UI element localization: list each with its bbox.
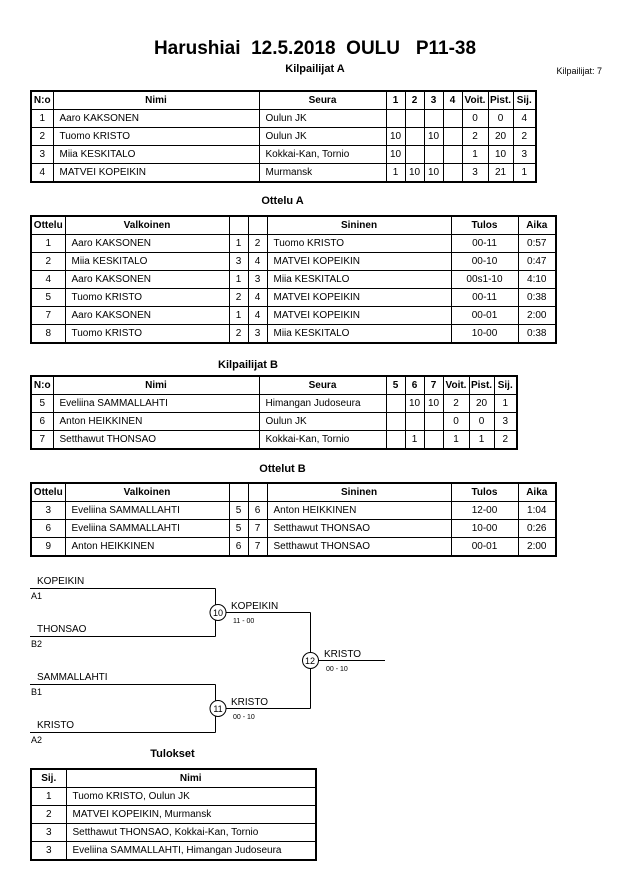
bracket-slot-name: KOPEIKIN: [37, 576, 85, 587]
score-cell: [405, 128, 424, 146]
competitor-number: 7: [31, 431, 53, 450]
col-header-time: Aika: [518, 483, 556, 502]
competitor-name: Setthawut THONSAO: [53, 431, 259, 450]
kilpailijat-b-table: [30, 375, 518, 450]
score-cell: [443, 128, 462, 146]
score-cell: [424, 413, 443, 431]
result-name: MATVEI KOPEIKIN, Murmansk: [66, 806, 316, 824]
result-row: [31, 842, 316, 861]
rank-cell: 1: [494, 395, 517, 413]
blue-name: Miia KESKITALO: [267, 325, 451, 344]
match-number: 4: [31, 271, 65, 289]
match-result: 10-00: [451, 520, 518, 538]
points-cell: 1: [469, 431, 494, 450]
section-title-ottelut-a: Ottelu A: [261, 195, 304, 207]
rank-cell: 4: [513, 110, 536, 128]
competitor-club: Oulun JK: [259, 128, 386, 146]
match-number: 2: [31, 253, 65, 271]
white-number: 1: [229, 307, 248, 325]
competitor-club: Murmansk: [259, 164, 386, 183]
match-row: [31, 520, 556, 538]
blue-name: MATVEI KOPEIKIN: [267, 289, 451, 307]
competitor-club: Oulun JK: [259, 413, 386, 431]
blue-number: 4: [248, 253, 267, 271]
match-time: 0:38: [518, 325, 556, 344]
bracket-slot-name: THONSAO: [37, 624, 87, 635]
bracket-seed-label: A2: [31, 735, 43, 745]
competitor-number: 3: [31, 146, 53, 164]
wins-cell: 0: [462, 110, 488, 128]
points-cell: 20: [469, 395, 494, 413]
section-title-kilpailijat-b: Kilpailijat B: [218, 359, 278, 371]
competitor-row: [31, 395, 517, 413]
score-cell: 10: [424, 395, 443, 413]
blue-number: 2: [248, 235, 267, 253]
page-title: Harushiai 12.5.2018 OULU P11-38: [153, 38, 477, 59]
score-cell: [443, 110, 462, 128]
match-time: 4:10: [518, 271, 556, 289]
match-time: 2:00: [518, 538, 556, 557]
match-number: 5: [31, 289, 65, 307]
bracket-winner-name: KRISTO: [231, 697, 269, 708]
result-row: [31, 824, 316, 842]
header-row: [31, 376, 517, 395]
col-header-rank: Sij.: [31, 769, 66, 788]
result-name: Eveliina SAMMALLAHTI, Himangan Judoseura: [66, 842, 316, 861]
kilpailijat-a-table: [30, 90, 537, 183]
competitor-name: MATVEI KOPEIKIN: [53, 164, 259, 183]
blue-number: 7: [248, 538, 267, 557]
col-header-name: Nimi: [53, 91, 259, 110]
points-cell: 0: [469, 413, 494, 431]
match-row: [31, 307, 556, 325]
match-time: 1:04: [518, 502, 556, 520]
match-row: [31, 271, 556, 289]
white-name: Aaro KAKSONEN: [65, 271, 229, 289]
col-header-rank: Sij.: [513, 91, 536, 110]
score-cell: [405, 413, 424, 431]
competitor-row: [31, 146, 536, 164]
match-result: 00-11: [451, 289, 518, 307]
result-rank: 2: [31, 806, 66, 824]
competitor-row: [31, 128, 536, 146]
header-row: [31, 483, 556, 502]
col-header-name: Nimi: [53, 376, 259, 395]
match-result: 00-01: [451, 307, 518, 325]
match-row: [31, 325, 556, 344]
blue-number: 7: [248, 520, 267, 538]
score-cell: [424, 146, 443, 164]
blue-name: MATVEI KOPEIKIN: [267, 307, 451, 325]
blue-name: MATVEI KOPEIKIN: [267, 253, 451, 271]
ottelut-b-table: [30, 482, 557, 557]
header-row: [31, 769, 316, 788]
tulokset-table: [30, 768, 317, 861]
col-header-wins: Voit.: [443, 376, 469, 395]
bracket-match-number: 10: [212, 608, 224, 618]
white-name: Tuomo KRISTO: [65, 325, 229, 344]
score-cell: 10: [386, 146, 405, 164]
competitor-number: 5: [31, 395, 53, 413]
score-cell: [424, 110, 443, 128]
score-cell: 10: [424, 164, 443, 183]
blue-name: Tuomo KRISTO: [267, 235, 451, 253]
score-cell: 10: [405, 395, 424, 413]
col-header-time: Aika: [518, 216, 556, 235]
match-row: [31, 289, 556, 307]
wins-cell: 2: [462, 128, 488, 146]
competitor-name: Aaro KAKSONEN: [53, 110, 259, 128]
score-cell: [386, 413, 405, 431]
bracket-match-score: 00 - 10: [326, 666, 348, 673]
result-row: [31, 806, 316, 824]
white-name: Aaro KAKSONEN: [65, 307, 229, 325]
col-header-club: Seura: [259, 376, 386, 395]
match-result: 00-10: [451, 253, 518, 271]
score-cell: 10: [424, 128, 443, 146]
points-cell: 10: [488, 146, 513, 164]
blue-number: 3: [248, 271, 267, 289]
col-header-no: N:o: [31, 376, 53, 395]
match-time: 0:26: [518, 520, 556, 538]
rank-cell: 3: [513, 146, 536, 164]
bracket-seed-label: B2: [31, 639, 43, 649]
competitor-number: 2: [31, 128, 53, 146]
score-cell: 1: [405, 431, 424, 450]
match-row: [31, 235, 556, 253]
bracket-slot-name: KRISTO: [37, 720, 75, 731]
match-result: 00-11: [451, 235, 518, 253]
col-header-5: 5: [386, 376, 405, 395]
result-rank: 1: [31, 788, 66, 806]
col-header-blue: Sininen: [267, 483, 451, 502]
match-time: 0:47: [518, 253, 556, 271]
bracket-seed-label: A1: [31, 591, 43, 601]
match-number: 6: [31, 520, 65, 538]
competitor-row: [31, 164, 536, 183]
match-row: [31, 253, 556, 271]
col-header-result: Tulos: [451, 216, 518, 235]
wins-cell: 3: [462, 164, 488, 183]
blue-number: 4: [248, 289, 267, 307]
col-header-match: Ottelu: [31, 216, 65, 235]
bracket-winner-name: KOPEIKIN: [231, 601, 279, 612]
white-number: 6: [229, 538, 248, 557]
rank-cell: 2: [494, 431, 517, 450]
header-row: [31, 91, 536, 110]
white-name: Eveliina SAMMALLAHTI: [65, 502, 229, 520]
col-spacer: [248, 216, 267, 235]
competitor-number: 4: [31, 164, 53, 183]
header-row: [31, 216, 556, 235]
match-time: 2:00: [518, 307, 556, 325]
result-rank: 3: [31, 842, 66, 861]
blue-number: 6: [248, 502, 267, 520]
white-name: Anton HEIKKINEN: [65, 538, 229, 557]
competitor-number: 1: [31, 110, 53, 128]
wins-cell: 1: [443, 431, 469, 450]
section-title-tulokset: Tulokset: [150, 748, 195, 760]
bracket-slot-name: SAMMALLAHTI: [37, 672, 108, 683]
competitor-name: Tuomo KRISTO: [53, 128, 259, 146]
col-header-points: Pist.: [488, 91, 513, 110]
competitor-number: 6: [31, 413, 53, 431]
blue-number: 3: [248, 325, 267, 344]
col-header-white: Valkoinen: [65, 483, 229, 502]
col-header-3: 3: [424, 91, 443, 110]
blue-name: Setthawut THONSAO: [267, 520, 451, 538]
white-name: Aaro KAKSONEN: [65, 235, 229, 253]
competitor-club: Oulun JK: [259, 110, 386, 128]
col-header-white: Valkoinen: [65, 216, 229, 235]
score-cell: [424, 431, 443, 450]
blue-number: 4: [248, 307, 267, 325]
blue-name: Setthawut THONSAO: [267, 538, 451, 557]
score-cell: [405, 146, 424, 164]
score-cell: 10: [405, 164, 424, 183]
match-number: 8: [31, 325, 65, 344]
rank-cell: 2: [513, 128, 536, 146]
competitor-row: [31, 413, 517, 431]
bracket-match-number: 11: [213, 704, 223, 714]
wins-cell: 0: [443, 413, 469, 431]
competitor-club: Himangan Judoseura: [259, 395, 386, 413]
bracket-match-number: 12: [304, 656, 316, 666]
blue-name: Miia KESKITALO: [267, 271, 451, 289]
col-spacer: [229, 216, 248, 235]
rank-cell: 3: [494, 413, 517, 431]
competitor-name: Eveliina SAMMALLAHTI: [53, 395, 259, 413]
ottelut-a-table: [30, 215, 557, 344]
white-number: 5: [229, 502, 248, 520]
match-number: 3: [31, 502, 65, 520]
result-row: [31, 788, 316, 806]
score-cell: [443, 164, 462, 183]
score-cell: [443, 146, 462, 164]
score-cell: 1: [386, 164, 405, 183]
col-header-7: 7: [424, 376, 443, 395]
white-number: 2: [229, 325, 248, 344]
col-header-result: Tulos: [451, 483, 518, 502]
bracket-match-score: 11 - 00: [233, 618, 255, 625]
score-cell: 10: [386, 128, 405, 146]
blue-name: Anton HEIKKINEN: [267, 502, 451, 520]
points-cell: 20: [488, 128, 513, 146]
bracket-winner-name: KRISTO: [324, 649, 362, 660]
white-number: 1: [229, 271, 248, 289]
col-header-2: 2: [405, 91, 424, 110]
white-number: 3: [229, 253, 248, 271]
white-name: Tuomo KRISTO: [65, 289, 229, 307]
competitor-club: Kokkai-Kan, Tornio: [259, 146, 386, 164]
col-header-1: 1: [386, 91, 405, 110]
bracket-match-score: 00 - 10: [233, 714, 255, 721]
match-time: 0:57: [518, 235, 556, 253]
white-number: 2: [229, 289, 248, 307]
competitor-row: [31, 110, 536, 128]
match-row: [31, 538, 556, 557]
match-result: 10-00: [451, 325, 518, 344]
points-cell: 0: [488, 110, 513, 128]
match-row: [31, 502, 556, 520]
col-spacer: [248, 483, 267, 502]
rank-cell: 1: [513, 164, 536, 183]
score-cell: [386, 110, 405, 128]
result-name: Setthawut THONSAO, Kokkai-Kan, Tornio: [66, 824, 316, 842]
match-result: 12-00: [451, 502, 518, 520]
wins-cell: 2: [443, 395, 469, 413]
points-cell: 21: [488, 164, 513, 183]
match-result: 00-01: [451, 538, 518, 557]
white-name: Miia KESKITALO: [65, 253, 229, 271]
competitor-row: [31, 431, 517, 450]
section-title-ottelut-b: Ottelut B: [259, 463, 306, 475]
result-name: Tuomo KRISTO, Oulun JK: [66, 788, 316, 806]
competitors-count: Kilpailijat: 7: [556, 66, 602, 76]
competitor-club: Kokkai-Kan, Tornio: [259, 431, 386, 450]
score-cell: [386, 431, 405, 450]
score-cell: [386, 395, 405, 413]
col-header-points: Pist.: [469, 376, 494, 395]
competitor-name: Anton HEIKKINEN: [53, 413, 259, 431]
competitor-name: Miia KESKITALO: [53, 146, 259, 164]
tournament-bracket: [0, 565, 630, 755]
white-number: 1: [229, 235, 248, 253]
match-time: 0:38: [518, 289, 556, 307]
col-header-match: Ottelu: [31, 483, 65, 502]
score-cell: [405, 110, 424, 128]
match-number: 1: [31, 235, 65, 253]
col-header-club: Seura: [259, 91, 386, 110]
match-number: 7: [31, 307, 65, 325]
bracket-lines: [30, 589, 385, 733]
result-rank: 3: [31, 824, 66, 842]
col-header-wins: Voit.: [462, 91, 488, 110]
bracket-seed-label: B1: [31, 687, 43, 697]
col-header-no: N:o: [31, 91, 53, 110]
section-title-kilpailijat-a: Kilpailijat A: [285, 63, 345, 75]
col-spacer: [229, 483, 248, 502]
white-name: Eveliina SAMMALLAHTI: [65, 520, 229, 538]
wins-cell: 1: [462, 146, 488, 164]
match-result: 00s1-10: [451, 271, 518, 289]
col-header-4: 4: [443, 91, 462, 110]
col-header-blue: Sininen: [267, 216, 451, 235]
col-header-rank: Sij.: [494, 376, 517, 395]
match-number: 9: [31, 538, 65, 557]
col-header-name: Nimi: [66, 769, 316, 788]
col-header-6: 6: [405, 376, 424, 395]
white-number: 5: [229, 520, 248, 538]
